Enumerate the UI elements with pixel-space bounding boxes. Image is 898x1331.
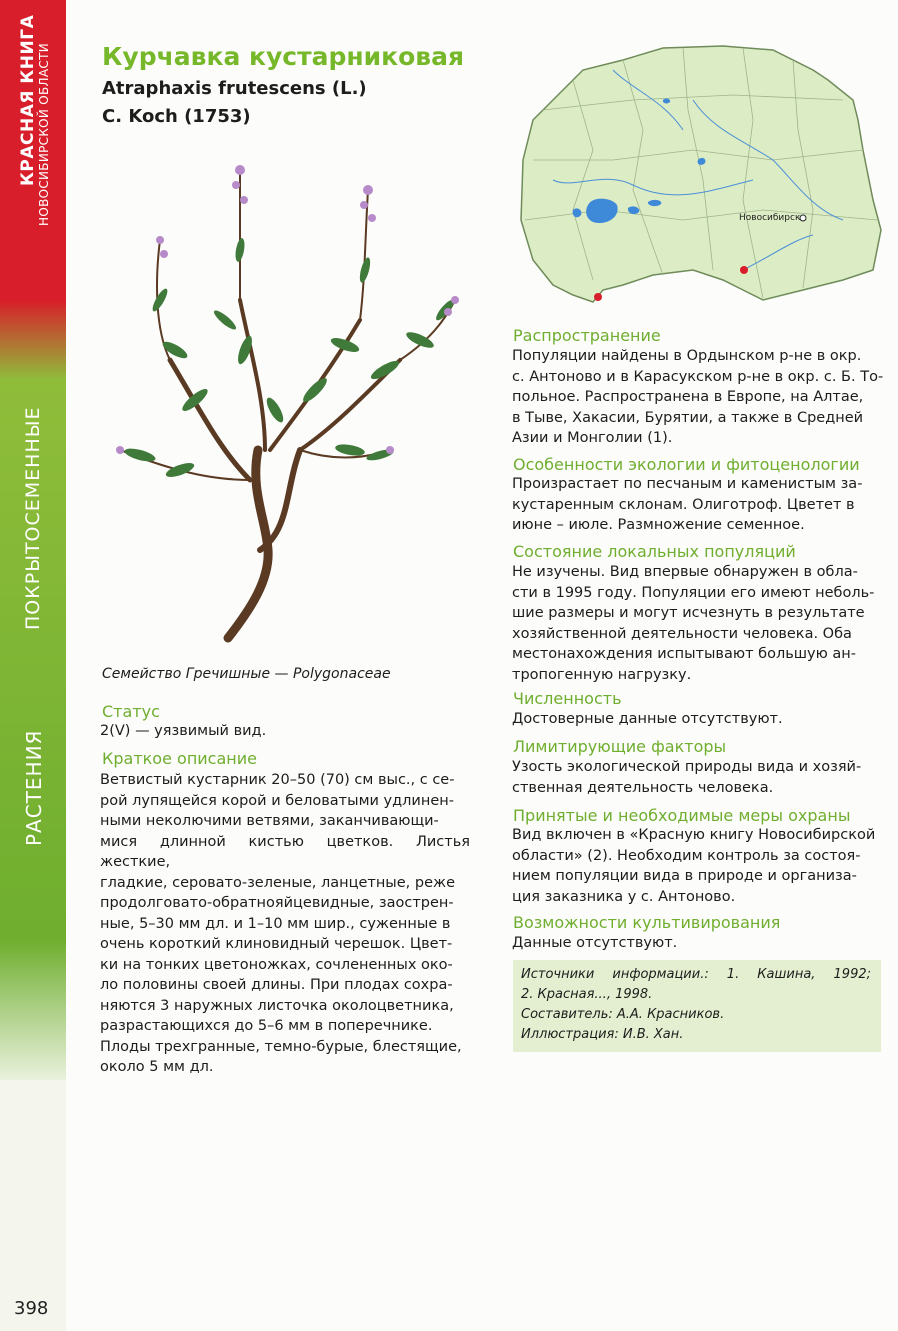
species-name-latin-1: Atraphaxis frutescens (L.) [102, 78, 367, 99]
protection-text: Вид включен в «Красную книгу Новосибирской области» (2). Необходим контроль за состоя- нием популяции вида в природе и организа- ция заказника у с. Антоново. [512, 827, 876, 905]
division-label: ПОКРЫТОСЕМЕННЫЕ [22, 406, 44, 630]
distribution-map [513, 40, 885, 310]
side-band-fade [0, 940, 66, 1080]
abundance-text: Достоверные данные отсутствуют. [512, 711, 783, 727]
population-marker-antonovo [740, 266, 748, 274]
sources-line-1: Источники информации.: 1. Кашина, 1992; [521, 967, 871, 982]
side-band-transition [0, 300, 66, 380]
side-band-bottom [0, 1080, 66, 1331]
species-name-latin-2: C. Koch (1753) [102, 106, 251, 127]
family-caption: Семейство Гречишные — Polygonaceae [102, 666, 391, 682]
book-title: КРАСНАЯ КНИГА [18, 14, 38, 186]
ecology-heading: Особенности экологии и фитоценологии [513, 455, 860, 474]
status-heading: Статус [102, 702, 160, 721]
populations-heading: Состояние локальных популяций [513, 542, 796, 561]
description-text: Ветвистый кустарник 20–50 (70) см выс., с се- рой лупящейся корой и беловатыми удлинен- ными неколючими ветвями, заканчивающи- мися длинной кистью цветков. Листья жесткие, гладкие, серовато-зеленые, ланцетные, реже продолговато-обратнояйцевидные, заострен- ные, 5–30 мм дл. и 1–10 мм шир., суженные в очень короткий клиновидный черешок. Цвет- ки на тонких цветоножках, сочлененных око- ло половины своей длины. При плодах сохра- няются 3 наружных листочка околоцветника, разрастающихся до 5–6 мм в поперечнике. Плоды трехгранные, темно-бурые, блестящие, около 5 мм дл. [100, 772, 470, 1075]
region-outline [521, 46, 881, 302]
page-number: 398 [14, 1298, 49, 1319]
limiting-factors-text: Узость экологической природы вида и хозяй- ственная деятельность человека. [512, 759, 862, 796]
protection-heading: Принятые и необходимые меры охраны [513, 806, 851, 825]
map-city-label: Новосибирск [739, 213, 801, 223]
compiler-line: Составитель: А.А. Красников. [521, 1007, 725, 1022]
sources-line-2: 2. Красная..., 1998. [521, 987, 653, 1002]
abundance-heading: Численность [513, 689, 622, 708]
status-text: 2(V) — уязвимый вид. [100, 723, 267, 739]
limiting-factors-heading: Лимитирующие факторы [513, 737, 727, 756]
illustrator-line: Иллюстрация: И.В. Хан. [521, 1027, 684, 1042]
book-region: НОВОСИБИРСКОЙ ОБЛАСТИ [37, 43, 51, 226]
ecology-text: Произрастает по песчаным и каменистым за- кустаренным склонам. Олиготроф. Цветет в июне – июле. Размножение семенное. [512, 476, 863, 533]
description-heading: Краткое описание [102, 749, 257, 768]
distribution-heading: Распространение [513, 326, 661, 345]
plant-illustration [100, 150, 480, 650]
cultivation-heading: Возможности культивирования [513, 913, 781, 932]
cultivation-text: Данные отсутствуют. [512, 935, 678, 951]
sources-box [513, 960, 881, 1052]
kingdom-label: РАСТЕНИЯ [22, 729, 46, 846]
species-name-ru: Курчавка кустарниковая [102, 42, 465, 71]
populations-text: Не изучены. Вид впервые обнаружен в обла- сти в 1995 году. Популяции его имеют неболь- шие размеры и могут исчезнуть в результате хозяйственной деятельности человека. Оба местонахождения испытывают большую ан- тропогенную нагрузку. [512, 564, 875, 683]
side-band [0, 0, 66, 1331]
distribution-text: Популяции найдены в Ордынском р-не в окр. с. Антоново и в Карасукском р-не в окр. с. Б. То- польное. Распространена в Европе, на Алтае, в Тыве, Хакасии, Бурятии, а также в Средней Азии и Монголии (1). [512, 348, 884, 446]
population-marker-toplnoe [594, 293, 602, 301]
